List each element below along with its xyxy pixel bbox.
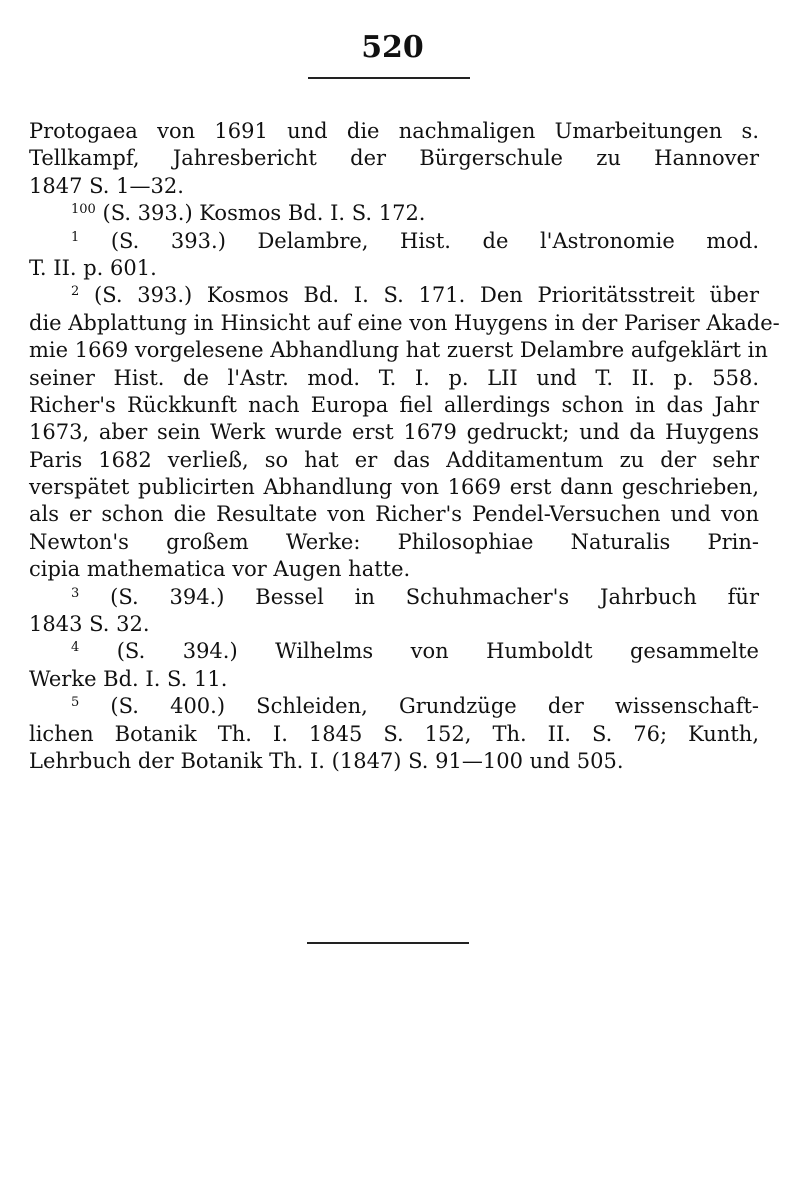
text-line — [29, 282, 759, 309]
line-text: cipia mathematica vor Augen hatte. — [29, 557, 411, 582]
text-line — [29, 145, 759, 172]
line-text: verspätet publicirten Abhandlung von 1669 erst dann geschrieben, — [29, 475, 759, 500]
footnote-number: 5 — [71, 695, 80, 711]
line-text: (S. 393.) Kosmos Bd. I. S. 172. — [95, 201, 426, 226]
text-line — [29, 529, 759, 556]
footnote-number: 100 — [71, 202, 96, 218]
text-line — [29, 118, 759, 145]
line-text: Tellkampf, Jahresbericht der Bürgerschule zu Hannover — [29, 146, 759, 171]
text-line — [29, 228, 759, 255]
line-text: seiner Hist. de l'Astr. mod. T. I. p. LII und T. II. p. 558. — [29, 365, 759, 390]
text-line — [29, 748, 759, 775]
line-text: Paris 1682 verließ, so hat er das Additamentum zu der sehr — [29, 447, 759, 472]
text-line — [29, 310, 780, 337]
text-line — [29, 474, 759, 501]
text-line — [29, 419, 759, 446]
text-line — [29, 693, 759, 720]
footnote-number: 3 — [71, 585, 80, 601]
line-text: (S. 393.) Delambre, Hist. de l'Astronomie mod. — [79, 228, 759, 253]
text-line — [29, 173, 759, 200]
bottom-rule — [307, 942, 469, 944]
line-text: T. II. p. 601. — [29, 255, 157, 280]
line-text: (S. 394.) Bessel in Schuhmacher's Jahrbuch für — [79, 584, 759, 609]
line-text: (S. 393.) Kosmos Bd. I. S. 171. Den Prioritätsstreit über — [79, 283, 759, 308]
text-line — [29, 638, 759, 665]
footnote-number: 1 — [71, 229, 80, 245]
line-text: Richer's Rückkunft nach Europa fiel allerdings schon in das Jahr — [29, 392, 759, 417]
line-text: (S. 394.) Wilhelms von Humboldt gesammelte — [79, 639, 759, 664]
line-text: Protogaea von 1691 und die nachmaligen Umarbeitungen s. — [29, 119, 759, 143]
text-line — [29, 501, 759, 528]
footnotes-block — [29, 118, 780, 775]
line-text: die Abplattung in Hinsicht auf eine von Huygens in der Pariser Akade- — [29, 310, 780, 335]
line-text: Newton's großem Werke: Philosophiae Naturalis Prin- — [29, 529, 759, 554]
text-line — [29, 337, 768, 364]
line-text: 1843 S. 32. — [29, 612, 150, 637]
text-line — [29, 666, 759, 693]
line-text: Lehrbuch der Botanik Th. I. (1847) S. 91—100 und 505. — [29, 748, 624, 773]
text-line — [29, 255, 759, 282]
line-text: mie 1669 vorgelesene Abhandlung hat zuerst Delambre aufgeklärt in — [29, 338, 768, 363]
text-line — [29, 584, 759, 611]
line-text: 1847 S. 1—32. — [29, 173, 184, 198]
text-line — [29, 200, 759, 227]
text-line — [29, 447, 759, 474]
line-text: Werke Bd. I. S. 11. — [29, 666, 228, 691]
text-line — [29, 392, 759, 419]
line-text: 1673, aber sein Werk wurde erst 1679 gedruckt; und da Huygens — [29, 420, 759, 445]
top-rule — [308, 77, 470, 79]
text-line — [29, 611, 759, 638]
line-text: als er schon die Resultate von Richer's Pendel-Versuchen und von — [29, 502, 759, 527]
footnote-number: 4 — [71, 640, 80, 656]
text-line — [29, 721, 759, 748]
footnote-number: 2 — [71, 284, 80, 300]
line-text: lichen Botanik Th. I. 1845 S. 152, Th. II. S. 76; Kunth, — [29, 721, 759, 746]
text-line — [29, 365, 759, 392]
page-number: 520 — [361, 30, 424, 65]
line-text: (S. 400.) Schleiden, Grundzüge der wissenschaft- — [79, 694, 759, 719]
text-line — [29, 556, 759, 583]
